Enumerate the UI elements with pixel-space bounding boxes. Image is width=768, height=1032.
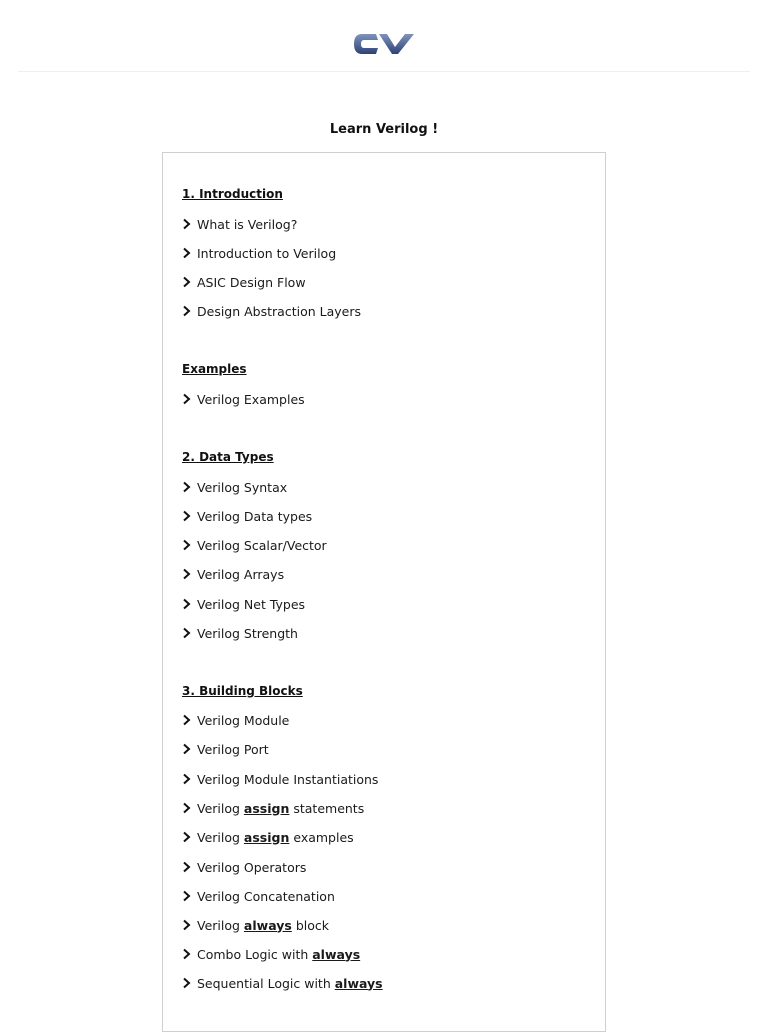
toc-link-label-suffix: examples xyxy=(289,829,354,845)
toc-link[interactable] xyxy=(182,273,306,291)
chevron-right-icon xyxy=(182,890,192,902)
toc-link[interactable] xyxy=(182,565,284,583)
chevron-right-icon xyxy=(182,393,192,405)
section-heading-data-types[interactable]: 2. Data Types xyxy=(182,450,274,464)
chevron-right-icon xyxy=(182,773,192,785)
chevron-right-icon xyxy=(182,305,192,317)
toc-link[interactable] xyxy=(182,536,327,554)
toc-link[interactable] xyxy=(182,945,360,963)
toc-link-label: Verilog Port xyxy=(197,741,269,757)
toc-link[interactable] xyxy=(182,858,306,876)
chevron-right-icon xyxy=(182,743,192,755)
chevron-right-icon xyxy=(182,831,192,843)
toc-link[interactable] xyxy=(182,507,312,525)
toc-link-label-suffix: statements xyxy=(289,800,365,816)
toc-link[interactable] xyxy=(182,711,289,729)
toc-link[interactable] xyxy=(182,302,361,320)
chevron-right-icon xyxy=(182,598,192,610)
toc-link-label: Verilog xyxy=(197,917,244,933)
toc-link[interactable] xyxy=(182,887,335,905)
toc-link-label: Verilog xyxy=(197,800,244,816)
cv-logo-icon[interactable] xyxy=(352,30,416,58)
toc-panel xyxy=(162,152,606,1032)
toc-link[interactable] xyxy=(182,974,383,992)
chevron-right-icon xyxy=(182,802,192,814)
section-heading-building-blocks[interactable]: 3. Building Blocks xyxy=(182,684,303,698)
keyword-always: always xyxy=(243,917,292,933)
toc-link-label: Verilog Scalar/Vector xyxy=(197,537,327,553)
chevron-right-icon xyxy=(182,861,192,873)
chevron-right-icon xyxy=(182,481,192,493)
keyword-assign: assign xyxy=(243,800,290,816)
chevron-right-icon xyxy=(182,627,192,639)
toc-link-label: Verilog Net Types xyxy=(197,596,306,612)
toc-link-label: Verilog xyxy=(197,829,244,845)
toc-link-label: Sequential Logic with xyxy=(197,975,335,991)
section-heading-introduction[interactable]: 1. Introduction xyxy=(182,187,283,201)
toc-link-label: Verilog Strength xyxy=(197,625,298,641)
chevron-right-icon xyxy=(182,276,192,288)
toc-link[interactable] xyxy=(182,740,269,758)
section-heading-examples[interactable]: Examples xyxy=(182,362,247,376)
chevron-right-icon xyxy=(182,919,192,931)
site-header xyxy=(0,0,768,72)
toc-link-label: ASIC Design Flow xyxy=(197,274,306,290)
chevron-right-icon xyxy=(182,977,192,989)
toc-link[interactable] xyxy=(182,244,336,262)
toc-link-label: What is Verilog? xyxy=(197,216,298,232)
chevron-right-icon xyxy=(182,568,192,580)
toc-link[interactable] xyxy=(182,770,378,788)
toc-link[interactable] xyxy=(182,799,364,817)
chevron-right-icon xyxy=(182,247,192,259)
chevron-right-icon xyxy=(182,948,192,960)
chevron-right-icon xyxy=(182,510,192,522)
toc-link-label: Design Abstraction Layers xyxy=(197,303,361,319)
toc-link-label: Verilog Data types xyxy=(197,508,313,524)
keyword-assign: assign xyxy=(243,829,290,845)
toc-link[interactable] xyxy=(182,478,287,496)
toc-link-label: Verilog Module xyxy=(197,712,290,728)
page-title: Learn Verilog ! xyxy=(329,122,439,137)
toc-link-label: Introduction to Verilog xyxy=(197,245,337,261)
toc-link[interactable] xyxy=(182,828,354,846)
toc-link[interactable] xyxy=(182,624,298,642)
chevron-right-icon xyxy=(182,714,192,726)
toc-link-label: Verilog Concatenation xyxy=(197,888,335,904)
toc-link[interactable] xyxy=(182,595,305,613)
toc-link-label: Verilog Module Instantiations xyxy=(197,771,379,787)
toc-link[interactable] xyxy=(182,916,329,934)
toc-link[interactable] xyxy=(182,390,305,408)
toc-link-label-suffix: block xyxy=(291,917,329,933)
toc-link-label: Verilog Operators xyxy=(197,859,307,875)
toc-link-label: Verilog Examples xyxy=(197,391,305,407)
keyword-always: always xyxy=(334,975,383,991)
toc-link[interactable] xyxy=(182,215,297,233)
toc-link-label: Verilog Syntax xyxy=(197,479,288,495)
chevron-right-icon xyxy=(182,218,192,230)
keyword-always: always xyxy=(312,946,361,962)
chevron-right-icon xyxy=(182,539,192,551)
header-divider xyxy=(18,71,750,72)
toc-link-label: Verilog Arrays xyxy=(197,566,285,582)
toc-link-label: Combo Logic with xyxy=(197,946,313,962)
